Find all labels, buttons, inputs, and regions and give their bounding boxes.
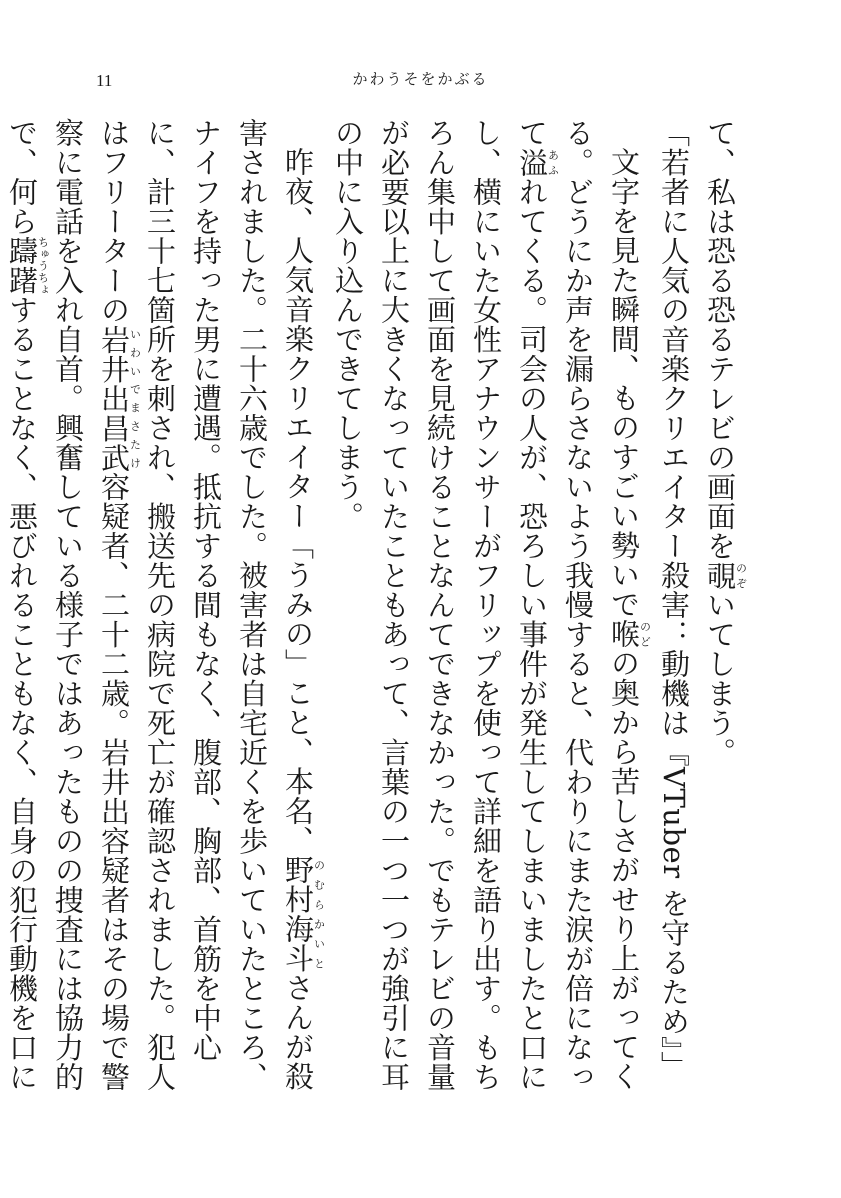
text-run: 昨夜、人気音楽クリエイター「うみの」こと、本名、 [281,147,315,855]
body-text [5,118,748,1108]
text-run: 文字を見た瞬間、ものすごい勢いで [607,147,641,619]
text-run: いてしまう。 [703,590,737,767]
running-header-title: かわうそをかぶる [352,70,489,88]
ruby-annotation: 躊躇ちゅうちょ [5,236,50,295]
paragraph-3 [325,118,651,1108]
text-run: て、私は恐る恐るテレビの画面を [703,118,737,561]
paragraph-2: 「若者に人気の音楽クリエイター殺害：動機は『VTuber を守るため』」 [657,118,691,1081]
text-run: さんが殺害されました。二十六歳でした。被害者は自宅近くを歩いていたところ、ナイフを持った男に遭遇。抵抗する間もなく、腹部、胸部、首筋を中心に、計三十七箇所を刺され、搬送先の病院で死亡が確認されました。犯人はフリーターの [97,118,315,1092]
ruby-annotation: 喉のど [607,619,652,649]
paragraph-1 [697,118,747,1108]
text-run: することなく、悪びれることもなく、自身の犯行動機を口に [5,295,39,1092]
ruby-annotation: 覗のぞ [703,560,748,590]
ruby-annotation: 野村海斗のむらかいと [281,855,326,973]
text-run: れてくる。司会の人が、恐ろしい事件が発生してしまいましたと口にし、横にいた女性アナウンサーがフリップを使って詳細を語り出す。もちろん集中して画面を見続けることなんてできなかった。でもテレビの音量が必要以上に大きくなっていたこともあって、言葉の一つ一つが強引に耳の中に入り込んできてしまう。 [331,118,549,1092]
text-run: の奥から苦しさがせり上がってくる。どうにか声を漏らさないよう我慢すると、代わりにまた涙が倍になって [515,118,641,1092]
text-run: 容疑者、二十二歳。岩井出容疑者はその場で警察に電話を入れ自首。興奮している様子ではあったものの捜査には協力的で、何ら [5,118,131,1092]
paragraph-4 [0,118,325,1108]
ruby-annotation: 岩井出昌武いわいでまさたけ [97,324,142,472]
ruby-annotation: 溢あふ [515,147,560,177]
page-number: 11 [96,71,113,90]
